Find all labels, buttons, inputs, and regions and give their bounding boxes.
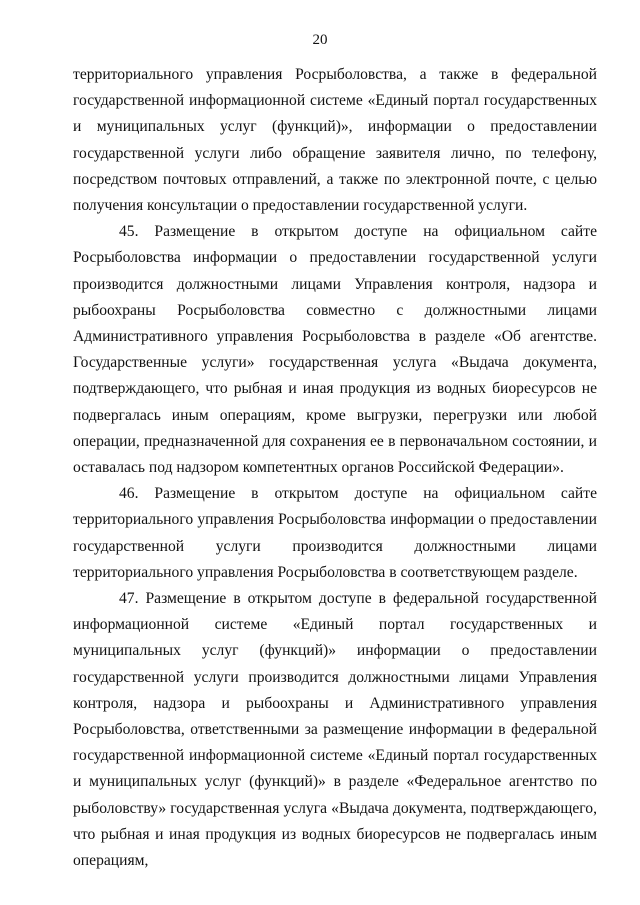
document-body <box>73 62 597 874</box>
paragraph-continued: территориального управления Росрыболовства, а также в федеральной государственной информационной системе «Единый портал государственных и муниципальных услуг (функций)», информации о предоставлении государственной услуги либо обращение заявителя лично, по телефону, посредством почтовых отправлений, а также по электронной почте, с целью получения консультации о предоставлении государственной услуги. <box>73 66 597 215</box>
paragraph-47: 47. Размещение в открытом доступе в федеральной государственной информационной системе «Единый портал государственных и муниципальных услуг (функций)» информации о предоставлении государственной услуги производится должностными лицами Управления контроля, надзора и рыбоохраны и Административного управления Росрыболовства, ответственными за размещение информации в федеральной государственной информационной системе «Единый портал государственных и муниципальных услуг (функций)» в разделе «Федеральное агентство по рыболовству» государственная услуга «Выдача документа, подтверждающего, что рыбная и иная продукция из водных биоресурсов не подвергалась иным операциям, <box>73 590 597 870</box>
paragraph-46: 46. Размещение в открытом доступе на официальном сайте территориального управления Росрыболовства информации о предоставлении государственной услуги производится должностными лицами территориального управления Росрыболовства в соответствующем разделе. <box>73 485 597 581</box>
paragraph-45: 45. Размещение в открытом доступе на официальном сайте Росрыболовства информации о предоставлении государственной услуги производится должностными лицами Управления контроля, надзора и рыбоохраны Росрыболовства совместно с должностными лицами Административного управления Росрыболовства в разделе «Об агентстве. Государственные услуги» государственная услуга «Выдача документа, подтверждающего, что рыбная и иная продукция из водных биоресурсов не подвергалась иным операциям, кроме выгрузки, перегрузки или любой операции, предназначенной для сохранения ее в первоначальном состоянии, и оставалась под надзором компетентных органов Российской Федерации». <box>73 223 597 477</box>
page-number: 20 <box>312 32 328 48</box>
